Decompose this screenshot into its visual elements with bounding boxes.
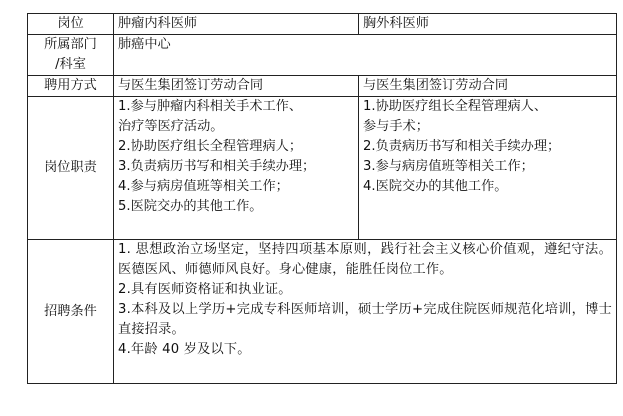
requirement-item: 1. 思想政治立场坚定，坚持四项基本原则，践行社会主义核心价值观，遵纪守法。医德医风、师德师风良好。身心健康，能胜任岗位工作。: [118, 242, 612, 277]
duty-line: 2.协助医疗组长全程管理病人；: [118, 139, 303, 154]
requirements-cell: [114, 240, 617, 384]
hiring-thoracic: 与医生集团签订劳动合同: [359, 76, 617, 97]
department-label-line2: /科室: [55, 57, 86, 72]
header-oncology-physician: 肿瘤内科医师: [114, 14, 359, 35]
duty-line: 4.参与病房值班等相关工作；: [118, 179, 289, 194]
hiring-label: 聘用方式: [28, 76, 114, 97]
duties-label: 岗位职责: [28, 97, 114, 240]
duty-line: 3.负责病历书写和相关手续办理；: [118, 159, 316, 174]
header-row: [28, 14, 617, 35]
duty-line: 5.医院交办的其他工作。: [118, 199, 263, 214]
department-value: 肺癌中心: [114, 35, 617, 76]
duties-thoracic-cell: [359, 97, 617, 240]
requirements-label: 招聘条件: [28, 240, 114, 384]
requirements-row: [28, 240, 617, 384]
duties-oncology-cell: [114, 97, 359, 240]
requirement-item: 2.具有医师资格证和执业证。: [118, 282, 292, 297]
duty-line: 1.协助医疗组长全程管理病人、: [363, 99, 548, 114]
duty-line: 1.参与肿瘤内科相关手术工作、: [118, 99, 303, 114]
requirement-item: 3.本科及以上学历+完成专科医师培训，硕士学历+完成住院医师规范化培训，博士直接招录。: [118, 302, 612, 337]
hiring-oncology: 与医生集团签订劳动合同: [114, 76, 359, 97]
duty-line: 3.参与病房值班等相关工作；: [363, 159, 534, 174]
duty-line: 4.医院交办的其他工作。: [363, 179, 508, 194]
header-position-label: 岗位: [28, 14, 114, 35]
duty-line: 治疗等医疗活动。: [118, 119, 224, 134]
duties-row: [28, 97, 617, 240]
department-label-cell: [28, 35, 114, 76]
duty-line: 参与手术；: [363, 119, 429, 134]
department-label-line1: 所属部门: [44, 37, 97, 52]
department-row: [28, 35, 617, 76]
job-posting-table: [27, 13, 617, 384]
header-thoracic-surgeon: 胸外科医师: [359, 14, 617, 35]
requirement-item: 4.年龄 40 岁及以下。: [118, 342, 251, 357]
hiring-row: [28, 76, 617, 97]
duty-line: 2.负责病历书写和相关手续办理；: [363, 139, 561, 154]
